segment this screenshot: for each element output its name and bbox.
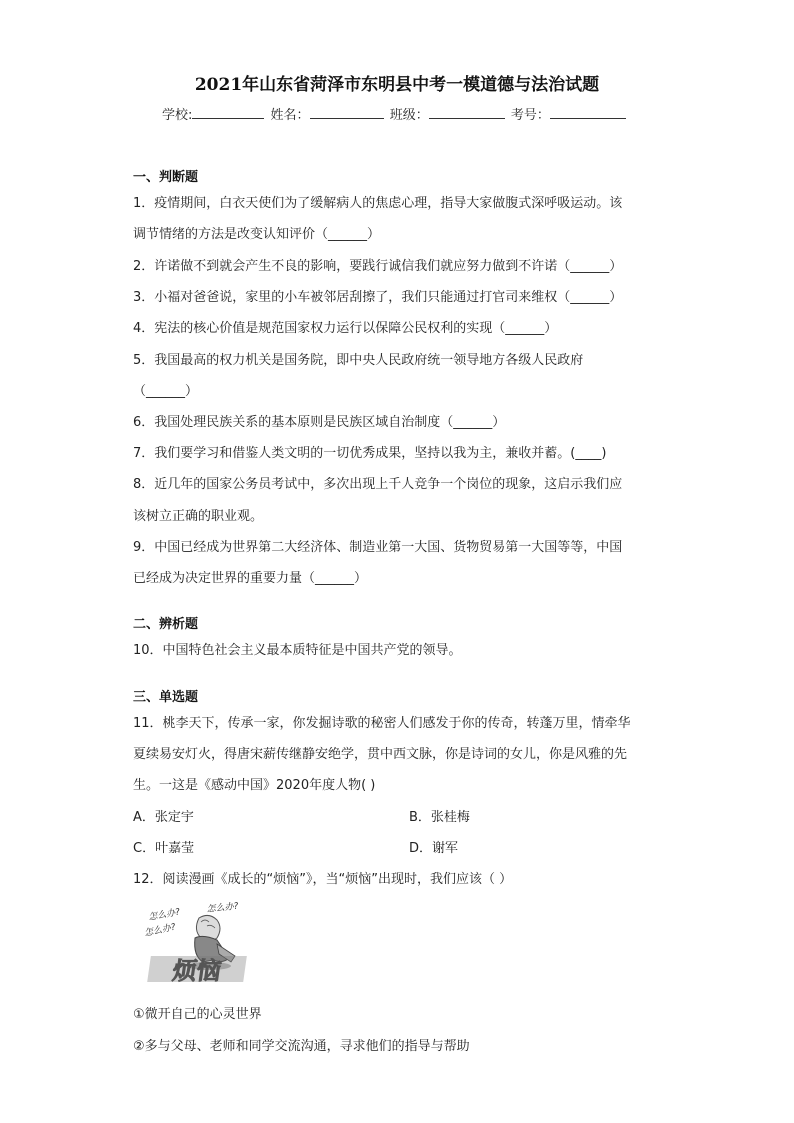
choice-item-1: ①微开自己的心灵世界	[133, 1007, 262, 1022]
name-label: 姓名：	[270, 108, 310, 123]
question-3: 3．小福对爸爸说，家里的小车被邻居刮擦了，我们只能通过打官司来维权（______）	[133, 290, 623, 305]
class-blank	[429, 106, 505, 119]
question-11-line-3: 生。一这是《感动中国》2020年度人物( )	[133, 778, 376, 793]
section-true-false: 一、判断题	[133, 170, 199, 185]
question-11-line-2: 夏续易安灯火，得唐宋薪传继静安绝学，贯中西文脉，你是诗词的女儿，你是风雅的先	[133, 747, 628, 762]
option-c: C．叶嘉莹	[133, 841, 195, 856]
cartoon-caption-3: 怎么办?	[143, 922, 177, 939]
question-5-line-2: （______）	[133, 384, 199, 399]
question-8-line-2: 该树立正确的职业观。	[133, 509, 264, 524]
option-d: D．谢军	[409, 841, 459, 856]
student-info-row	[162, 104, 628, 123]
class-label: 班级：	[389, 108, 429, 123]
name-blank	[310, 106, 384, 119]
option-a: A．张定宇	[133, 810, 194, 825]
page-title: 2021年山东省菏泽市东明县中考一模道德与法治试题	[194, 75, 600, 95]
question-9-line-1: 9．中国已经成为世界第二大经济体、制造业第一大国、货物贸易第一大国等等，中国	[133, 540, 623, 555]
question-8-line-1: 8．近几年的国家公务员考试中，多次出现上千人竞争一个岗位的现象，这启示我们应	[133, 477, 623, 492]
exam-number-label: 考号：	[510, 108, 550, 123]
school-label: 学校:	[162, 108, 193, 123]
cartoon-caption-1: 怎么办?	[147, 907, 181, 923]
cartoon-growth-worries-image	[143, 898, 268, 988]
cartoon-caption-2: 怎么办?	[206, 901, 239, 915]
question-5-line-1: 5．我国最高的权力机关是国务院，即中央人民政府统一领导地方各级人民政府	[133, 353, 584, 368]
question-1-line-1: 1．疫情期间，白衣天使们为了缓解病人的焦虑心理，指导大家做腹式深呼吸运动。该	[133, 196, 623, 211]
question-11-line-1: 11．桃李天下，传承一家，你发掘诗歌的秘密人们感发于你的传奇，转蓬万里，情牵华	[133, 716, 631, 731]
question-1-line-2: 调节情绪的方法是改变认知评价（______）	[133, 227, 381, 242]
question-12: 12．阅读漫画《成长的“烦恼”》，当“烦恼”出现时，我们应该（ ）	[133, 872, 513, 887]
question-7: 7．我们要学习和借鉴人类文明的一切优秀成果，坚持以我为主，兼收并蓄。(____)	[133, 446, 607, 461]
cartoon-banner-text: 烦恼	[170, 957, 223, 985]
question-9-line-2: 已经成为决定世界的重要力量（______）	[133, 571, 368, 586]
question-4: 4．宪法的核心价值是规范国家权力运行以保障公民权利的实现（______）	[133, 321, 558, 336]
question-6: 6．我国处理民族关系的基本原则是民族区域自治制度（______）	[133, 415, 506, 430]
option-b: B．张桂梅	[409, 810, 470, 825]
section-single-choice: 三、单选题	[133, 690, 199, 705]
choice-item-2: ②多与父母、老师和同学交流沟通，寻求他们的指导与帮助	[133, 1039, 470, 1054]
cartoon-banner	[147, 956, 247, 985]
question-10: 10．中国特色社会主义最本质特征是中国共产党的领导。	[133, 643, 462, 658]
exam-number-blank	[550, 106, 626, 119]
question-2: 2．许诺做不到就会产生不良的影响，要践行诚信我们就应努力做到不许诺（______）	[133, 259, 623, 274]
section-analysis: 二、辨析题	[133, 617, 199, 632]
school-blank	[192, 106, 264, 119]
